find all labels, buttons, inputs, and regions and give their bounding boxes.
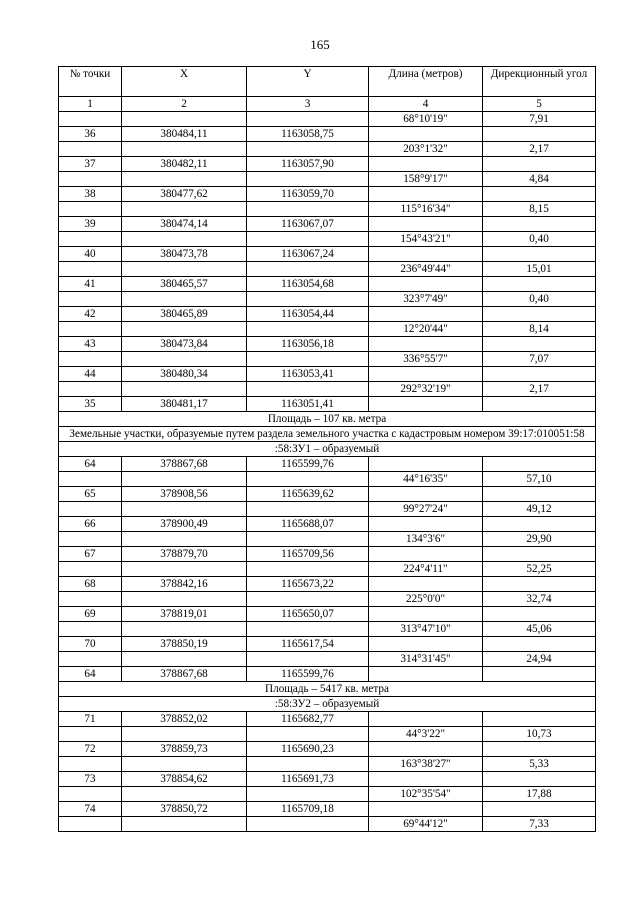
y-cell: 1163067,07 bbox=[247, 217, 369, 232]
table-row bbox=[59, 247, 596, 262]
point-number-cell bbox=[59, 352, 122, 367]
point-number-cell bbox=[59, 232, 122, 247]
y-cell: 1163054,68 bbox=[247, 277, 369, 292]
y-cell: 1163054,44 bbox=[247, 307, 369, 322]
direction-angle-cell: 15,01 bbox=[483, 262, 596, 277]
point-number-cell: 68 bbox=[59, 577, 122, 592]
y-cell bbox=[247, 727, 369, 742]
table-row bbox=[59, 712, 596, 727]
table-row bbox=[59, 532, 596, 547]
point-number-cell bbox=[59, 562, 122, 577]
direction-angle-cell: 49,12 bbox=[483, 502, 596, 517]
point-number-cell bbox=[59, 292, 122, 307]
length-cell: 313°47'10" bbox=[369, 622, 483, 637]
direction-angle-cell: 7,91 bbox=[483, 112, 596, 127]
x-cell: 380481,17 bbox=[122, 397, 247, 412]
x-cell: 380482,11 bbox=[122, 157, 247, 172]
table-row bbox=[59, 517, 596, 532]
length-cell bbox=[369, 577, 483, 592]
table-row bbox=[59, 292, 596, 307]
point-number-cell bbox=[59, 817, 122, 832]
length-cell: 115°16'34" bbox=[369, 202, 483, 217]
point-number-cell: 71 bbox=[59, 712, 122, 727]
direction-angle-cell bbox=[483, 772, 596, 787]
x-cell: 380473,78 bbox=[122, 247, 247, 262]
length-cell bbox=[369, 607, 483, 622]
point-number-cell bbox=[59, 202, 122, 217]
x-cell: 378854,62 bbox=[122, 772, 247, 787]
y-cell bbox=[247, 472, 369, 487]
point-number-cell bbox=[59, 472, 122, 487]
direction-angle-cell bbox=[483, 457, 596, 472]
x-cell bbox=[122, 472, 247, 487]
y-cell bbox=[247, 502, 369, 517]
table-row bbox=[59, 397, 596, 412]
length-cell: 236°49'44" bbox=[369, 262, 483, 277]
length-cell bbox=[369, 487, 483, 502]
y-cell: 1163067,24 bbox=[247, 247, 369, 262]
y-cell: 1163057,90 bbox=[247, 157, 369, 172]
length-cell bbox=[369, 397, 483, 412]
length-cell: 314°31'45" bbox=[369, 652, 483, 667]
x-cell: 378879,70 bbox=[122, 547, 247, 562]
length-cell bbox=[369, 772, 483, 787]
direction-angle-cell bbox=[483, 517, 596, 532]
x-cell bbox=[122, 817, 247, 832]
table-row bbox=[59, 457, 596, 472]
y-cell: 1163053,41 bbox=[247, 367, 369, 382]
length-cell bbox=[369, 457, 483, 472]
length-cell bbox=[369, 247, 483, 262]
length-cell: 134°3'6" bbox=[369, 532, 483, 547]
x-cell: 378867,68 bbox=[122, 457, 247, 472]
table-row bbox=[59, 157, 596, 172]
table-section-row bbox=[59, 697, 596, 712]
point-number-cell bbox=[59, 142, 122, 157]
table-row bbox=[59, 802, 596, 817]
length-cell bbox=[369, 637, 483, 652]
table-row bbox=[59, 637, 596, 652]
header-x: X bbox=[122, 67, 247, 97]
section-caption: Площадь – 107 кв. метра bbox=[59, 412, 596, 427]
y-cell: 1165709,18 bbox=[247, 802, 369, 817]
length-cell bbox=[369, 367, 483, 382]
section-caption: :58:ЗУ2 – образуемый bbox=[59, 697, 596, 712]
direction-angle-cell: 45,06 bbox=[483, 622, 596, 637]
x-cell: 378850,72 bbox=[122, 802, 247, 817]
point-number-cell: 70 bbox=[59, 637, 122, 652]
direction-angle-cell: 0,40 bbox=[483, 292, 596, 307]
table-section-row bbox=[59, 427, 596, 442]
length-cell bbox=[369, 742, 483, 757]
table-row bbox=[59, 622, 596, 637]
section-caption: :58:ЗУ1 – образуемый bbox=[59, 442, 596, 457]
point-number-cell bbox=[59, 382, 122, 397]
y-cell: 1165599,76 bbox=[247, 457, 369, 472]
direction-angle-cell bbox=[483, 637, 596, 652]
table-row bbox=[59, 472, 596, 487]
x-cell: 380477,62 bbox=[122, 187, 247, 202]
length-cell bbox=[369, 277, 483, 292]
direction-angle-cell bbox=[483, 667, 596, 682]
table-row bbox=[59, 817, 596, 832]
length-cell: 12°20'44" bbox=[369, 322, 483, 337]
direction-angle-cell bbox=[483, 712, 596, 727]
x-cell: 378859,73 bbox=[122, 742, 247, 757]
direction-angle-cell: 10,73 bbox=[483, 727, 596, 742]
length-cell bbox=[369, 517, 483, 532]
direction-angle-cell bbox=[483, 127, 596, 142]
direction-angle-cell bbox=[483, 742, 596, 757]
table-row bbox=[59, 502, 596, 517]
table-row bbox=[59, 277, 596, 292]
table-row bbox=[59, 652, 596, 667]
point-number-cell bbox=[59, 172, 122, 187]
length-cell bbox=[369, 157, 483, 172]
y-cell: 1165688,07 bbox=[247, 517, 369, 532]
direction-angle-cell: 52,25 bbox=[483, 562, 596, 577]
header-index-cell: 3 bbox=[247, 97, 369, 112]
y-cell: 1163056,18 bbox=[247, 337, 369, 352]
table-row bbox=[59, 262, 596, 277]
y-cell bbox=[247, 142, 369, 157]
direction-angle-cell: 2,17 bbox=[483, 382, 596, 397]
length-cell bbox=[369, 307, 483, 322]
direction-angle-cell bbox=[483, 247, 596, 262]
length-cell: 154°43'21" bbox=[369, 232, 483, 247]
point-number-cell: 42 bbox=[59, 307, 122, 322]
direction-angle-cell bbox=[483, 157, 596, 172]
coordinates-table bbox=[58, 66, 596, 832]
length-cell bbox=[369, 187, 483, 202]
x-cell: 380465,57 bbox=[122, 277, 247, 292]
point-number-cell bbox=[59, 622, 122, 637]
table-row bbox=[59, 367, 596, 382]
table-section-row bbox=[59, 682, 596, 697]
y-cell bbox=[247, 172, 369, 187]
direction-angle-cell: 57,10 bbox=[483, 472, 596, 487]
table-row bbox=[59, 202, 596, 217]
x-cell bbox=[122, 532, 247, 547]
header-point-number: № точки bbox=[59, 67, 122, 97]
header-index-cell: 4 bbox=[369, 97, 483, 112]
point-number-cell: 65 bbox=[59, 487, 122, 502]
direction-angle-cell: 5,33 bbox=[483, 757, 596, 772]
y-cell: 1163059,70 bbox=[247, 187, 369, 202]
x-cell: 380480,34 bbox=[122, 367, 247, 382]
point-number-cell: 67 bbox=[59, 547, 122, 562]
x-cell bbox=[122, 562, 247, 577]
table-row bbox=[59, 547, 596, 562]
x-cell bbox=[122, 112, 247, 127]
point-number-cell: 72 bbox=[59, 742, 122, 757]
x-cell bbox=[122, 322, 247, 337]
table-body bbox=[59, 112, 596, 832]
y-cell bbox=[247, 652, 369, 667]
x-cell bbox=[122, 502, 247, 517]
direction-angle-cell bbox=[483, 607, 596, 622]
point-number-cell bbox=[59, 112, 122, 127]
point-number-cell: 39 bbox=[59, 217, 122, 232]
header-row bbox=[59, 67, 596, 97]
x-cell bbox=[122, 142, 247, 157]
page-number: 165 bbox=[310, 37, 330, 52]
direction-angle-cell: 24,94 bbox=[483, 652, 596, 667]
direction-angle-cell: 17,88 bbox=[483, 787, 596, 802]
x-cell: 378867,68 bbox=[122, 667, 247, 682]
point-number-cell bbox=[59, 322, 122, 337]
direction-angle-cell bbox=[483, 802, 596, 817]
table-row bbox=[59, 382, 596, 397]
point-number-cell bbox=[59, 592, 122, 607]
table-row bbox=[59, 592, 596, 607]
point-number-cell: 40 bbox=[59, 247, 122, 262]
length-cell bbox=[369, 802, 483, 817]
length-cell: 158°9'17" bbox=[369, 172, 483, 187]
direction-angle-cell: 8,14 bbox=[483, 322, 596, 337]
direction-angle-cell bbox=[483, 367, 596, 382]
direction-angle-cell bbox=[483, 577, 596, 592]
x-cell bbox=[122, 232, 247, 247]
header-direction-angle: Дирекционный угол bbox=[483, 67, 596, 97]
y-cell bbox=[247, 202, 369, 217]
length-cell bbox=[369, 127, 483, 142]
length-cell: 163°38'27" bbox=[369, 757, 483, 772]
y-cell bbox=[247, 292, 369, 307]
direction-angle-cell bbox=[483, 487, 596, 502]
y-cell bbox=[247, 382, 369, 397]
table-row bbox=[59, 487, 596, 502]
y-cell bbox=[247, 787, 369, 802]
table-row bbox=[59, 322, 596, 337]
length-cell: 69°44'12" bbox=[369, 817, 483, 832]
point-number-cell: 66 bbox=[59, 517, 122, 532]
length-cell: 68°10'19" bbox=[369, 112, 483, 127]
table-row bbox=[59, 772, 596, 787]
x-cell bbox=[122, 592, 247, 607]
x-cell: 380473,84 bbox=[122, 337, 247, 352]
direction-angle-cell bbox=[483, 217, 596, 232]
y-cell bbox=[247, 757, 369, 772]
y-cell bbox=[247, 622, 369, 637]
direction-angle-cell bbox=[483, 277, 596, 292]
y-cell bbox=[247, 562, 369, 577]
y-cell: 1165682,77 bbox=[247, 712, 369, 727]
table-row bbox=[59, 337, 596, 352]
y-cell bbox=[247, 232, 369, 247]
point-number-cell: 64 bbox=[59, 667, 122, 682]
length-cell bbox=[369, 667, 483, 682]
x-cell bbox=[122, 172, 247, 187]
length-cell: 44°16'35" bbox=[369, 472, 483, 487]
point-number-cell: 64 bbox=[59, 457, 122, 472]
table-row bbox=[59, 562, 596, 577]
direction-angle-cell bbox=[483, 547, 596, 562]
length-cell: 44°3'22" bbox=[369, 727, 483, 742]
point-number-cell: 44 bbox=[59, 367, 122, 382]
y-cell bbox=[247, 112, 369, 127]
direction-angle-cell: 0,40 bbox=[483, 232, 596, 247]
y-cell: 1165709,56 bbox=[247, 547, 369, 562]
x-cell bbox=[122, 382, 247, 397]
table-row bbox=[59, 217, 596, 232]
header-y: Y bbox=[247, 67, 369, 97]
length-cell: 323°7'49" bbox=[369, 292, 483, 307]
x-cell: 378900,49 bbox=[122, 517, 247, 532]
length-cell: 224°4'11" bbox=[369, 562, 483, 577]
table-row bbox=[59, 187, 596, 202]
direction-angle-cell bbox=[483, 337, 596, 352]
length-cell: 203°1'32" bbox=[369, 142, 483, 157]
length-cell: 102°35'54" bbox=[369, 787, 483, 802]
y-cell: 1165599,76 bbox=[247, 667, 369, 682]
direction-angle-cell bbox=[483, 397, 596, 412]
y-cell: 1165691,73 bbox=[247, 772, 369, 787]
header-index-cell: 5 bbox=[483, 97, 596, 112]
y-cell bbox=[247, 352, 369, 367]
direction-angle-cell: 4,84 bbox=[483, 172, 596, 187]
y-cell bbox=[247, 322, 369, 337]
table-row bbox=[59, 577, 596, 592]
x-cell: 380465,89 bbox=[122, 307, 247, 322]
x-cell bbox=[122, 352, 247, 367]
point-number-cell bbox=[59, 652, 122, 667]
table-row bbox=[59, 232, 596, 247]
x-cell: 378842,16 bbox=[122, 577, 247, 592]
table-row bbox=[59, 757, 596, 772]
length-cell: 225°0'0" bbox=[369, 592, 483, 607]
y-cell: 1165673,22 bbox=[247, 577, 369, 592]
point-number-cell: 43 bbox=[59, 337, 122, 352]
length-cell: 336°55'7" bbox=[369, 352, 483, 367]
table-row bbox=[59, 172, 596, 187]
x-cell bbox=[122, 292, 247, 307]
y-cell: 1165639,62 bbox=[247, 487, 369, 502]
point-number-cell: 37 bbox=[59, 157, 122, 172]
direction-angle-cell bbox=[483, 187, 596, 202]
table-row bbox=[59, 112, 596, 127]
table-row bbox=[59, 742, 596, 757]
header-length: Длина (метров) bbox=[369, 67, 483, 97]
direction-angle-cell: 7,33 bbox=[483, 817, 596, 832]
table-row bbox=[59, 307, 596, 322]
y-cell: 1163058,75 bbox=[247, 127, 369, 142]
point-number-cell: 69 bbox=[59, 607, 122, 622]
length-cell bbox=[369, 217, 483, 232]
table-row bbox=[59, 667, 596, 682]
y-cell bbox=[247, 532, 369, 547]
x-cell: 378850,19 bbox=[122, 637, 247, 652]
x-cell bbox=[122, 652, 247, 667]
direction-angle-cell bbox=[483, 307, 596, 322]
point-number-cell bbox=[59, 727, 122, 742]
y-cell bbox=[247, 262, 369, 277]
table-row bbox=[59, 127, 596, 142]
header-index-row bbox=[59, 97, 596, 112]
length-cell: 292°32'19" bbox=[369, 382, 483, 397]
x-cell: 380484,11 bbox=[122, 127, 247, 142]
header-index-cell: 1 bbox=[59, 97, 122, 112]
x-cell bbox=[122, 757, 247, 772]
table-row bbox=[59, 727, 596, 742]
section-caption: Земельные участки, образуемые путем раздела земельного участка с кадастровым номером 39:17:010051:58 bbox=[59, 427, 596, 442]
x-cell bbox=[122, 622, 247, 637]
direction-angle-cell: 29,90 bbox=[483, 532, 596, 547]
length-cell: 99°27'24" bbox=[369, 502, 483, 517]
point-number-cell bbox=[59, 262, 122, 277]
header-index-cell: 2 bbox=[122, 97, 247, 112]
point-number-cell: 73 bbox=[59, 772, 122, 787]
point-number-cell bbox=[59, 757, 122, 772]
table-row bbox=[59, 607, 596, 622]
x-cell bbox=[122, 727, 247, 742]
x-cell bbox=[122, 787, 247, 802]
length-cell bbox=[369, 712, 483, 727]
y-cell bbox=[247, 592, 369, 607]
point-number-cell: 74 bbox=[59, 802, 122, 817]
y-cell: 1165617,54 bbox=[247, 637, 369, 652]
x-cell: 380474,14 bbox=[122, 217, 247, 232]
table-section-row bbox=[59, 412, 596, 427]
y-cell: 1163051,41 bbox=[247, 397, 369, 412]
direction-angle-cell: 32,74 bbox=[483, 592, 596, 607]
point-number-cell: 36 bbox=[59, 127, 122, 142]
direction-angle-cell: 7,07 bbox=[483, 352, 596, 367]
point-number-cell: 35 bbox=[59, 397, 122, 412]
point-number-cell: 41 bbox=[59, 277, 122, 292]
x-cell bbox=[122, 262, 247, 277]
table-row bbox=[59, 352, 596, 367]
x-cell bbox=[122, 202, 247, 217]
table-row bbox=[59, 787, 596, 802]
length-cell bbox=[369, 337, 483, 352]
length-cell bbox=[369, 547, 483, 562]
x-cell: 378819,01 bbox=[122, 607, 247, 622]
direction-angle-cell: 8,15 bbox=[483, 202, 596, 217]
x-cell: 378908,56 bbox=[122, 487, 247, 502]
point-number-cell: 38 bbox=[59, 187, 122, 202]
point-number-cell bbox=[59, 532, 122, 547]
y-cell: 1165650,07 bbox=[247, 607, 369, 622]
y-cell bbox=[247, 817, 369, 832]
y-cell: 1165690,23 bbox=[247, 742, 369, 757]
x-cell: 378852,02 bbox=[122, 712, 247, 727]
point-number-cell bbox=[59, 787, 122, 802]
table-section-row bbox=[59, 442, 596, 457]
section-caption: Площадь – 5417 кв. метра bbox=[59, 682, 596, 697]
point-number-cell bbox=[59, 502, 122, 517]
direction-angle-cell: 2,17 bbox=[483, 142, 596, 157]
table-row bbox=[59, 142, 596, 157]
